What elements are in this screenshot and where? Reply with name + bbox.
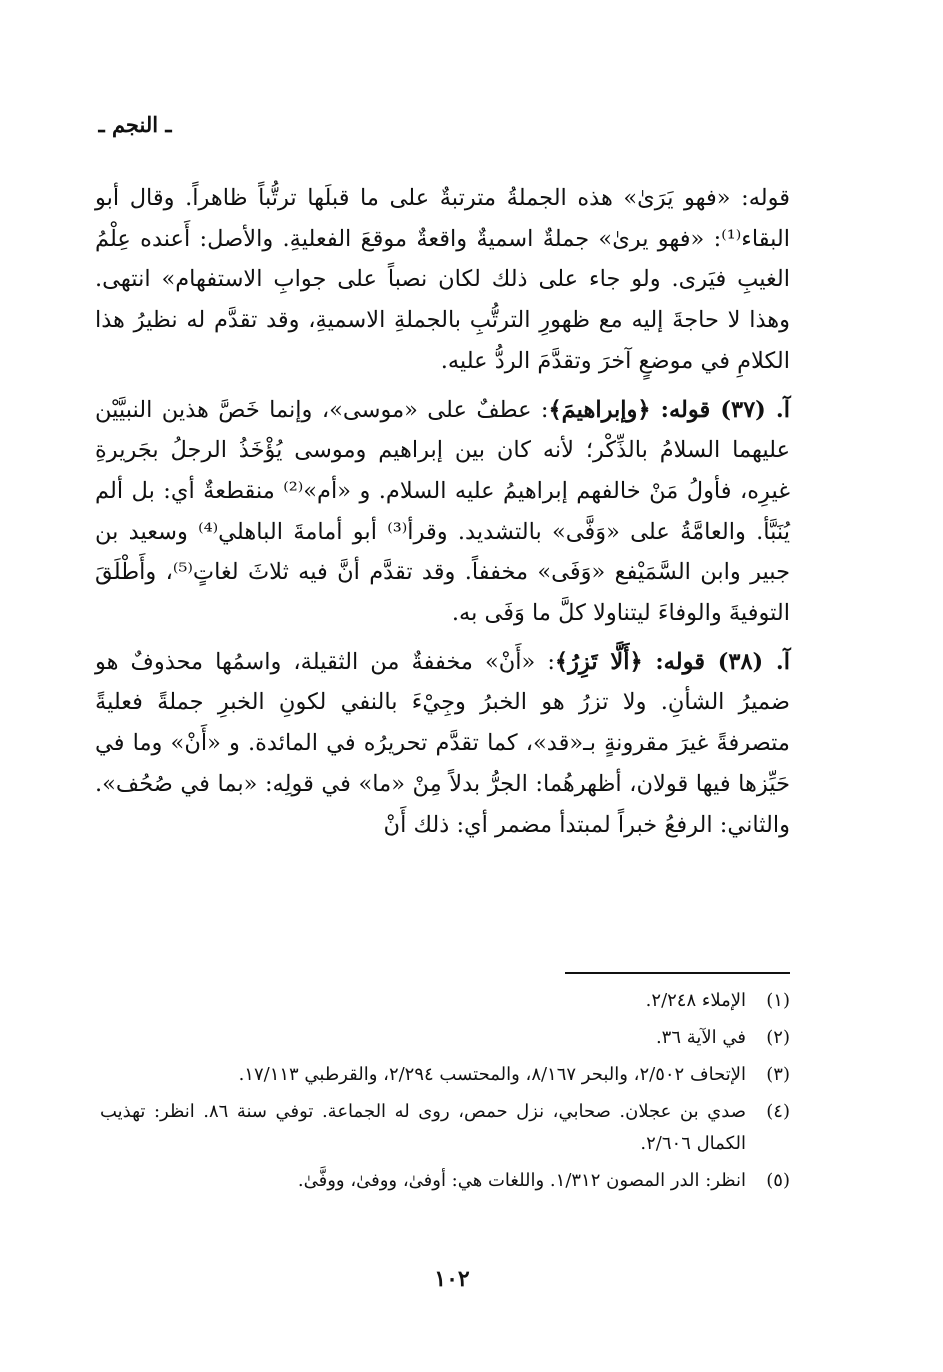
- footnote-text: انظر: الدر المصون ١/٣١٢. واللغات هي: أوفىٰ، ووفىٰ، ووفَّىٰ.: [297, 1170, 746, 1191]
- footnotes: [100, 985, 790, 1202]
- footnote-text: الإتحاف ٢/٥٠٢، والبحر ٨/١٦٧، والمحتسب ٢/٢٩٤، والقرطبي ١٧/١١٣.: [238, 1064, 746, 1085]
- paragraph-text: قوله: «فهو يَرَىٰ» هذه الجملةُ مترتبةٌ على ما قبلَها ترتُّباً ظاهراً. وقال أبو البقاء⁽¹⁾: «فهو يرىٰ» جملةٌ اسميةٌ واقعةٌ موقعَ الفعليةِ. والأصل: أَعنده عِلْمُ الغيبِ فيَرى. ولو جاء على ذلك لكان نصباً على جوابِ الاستفهام» انتهى. وهذا لا حاجةَ إليه مع ظهورِ الترتُّبِ بالجملةِ الاسميةِ، وقد تقدَّم له نظيرُ هذا الكلامِ في موضعٍ آخرَ وتقدَّمَ الردُّ عليه.: [95, 185, 790, 374]
- footnote-divider: [565, 972, 790, 974]
- page-number: ١٠٢: [434, 1266, 470, 1292]
- paragraph: [95, 390, 790, 634]
- footnote: [100, 1165, 790, 1197]
- footnote-number: (٣): [766, 1064, 790, 1085]
- verse-lead: آ. (٣٨) قوله: ﴿أَلَّا تَزِرُ﴾: [554, 648, 790, 675]
- paragraph-text: : «أَنْ» مخففةٌ من الثقيلة، واسمُها محذوفٌ هو ضميرُ الشأنِ. ولا تزرُ هو الخبرُ وجِيْءَ بالنفي لكونِ الخبرِ جملةً فعليةً متصرفةً غيرَ مقرونةٍ بـ«قد»، كما تقدَّم تحريرُه في المائدة. و «أَنْ» وما في حَيِّزها فيها قولان، أظهرهُما: الجرُّ بدلاً مِنْ «ما» في قولِه: «بما في صُحُف». والثاني: الرفعُ خبراً لمبتدأ مضمر أي: ذلك أَنْ: [95, 648, 790, 838]
- running-head: ـ النجم ـ: [98, 112, 172, 137]
- paragraph-text: : عطفٌ على «موسى»، وإنما خَصَّ هذين النبيَّيْن عليهما السلامُ بالذِّكْر؛ لأنه كان بين إبراهيم وموسى يُؤْخَذُ الرجلُ بجَريرةِ غيرِه، فأولُ مَنْ خالفهم إبراهيمُ عليه السلام. و «أم»⁽²⁾ منقطعةٌ أي: بل ألم يُنَبَّأ. والعامَّةُ على «وَفَّى» بالتشديد. وقرأ⁽³⁾ أبو أمامةَ الباهلي⁽⁴⁾ وسعيد بن جبير وابن السَّمَيْفع «وَفَى» مخففاً. وقد تقدَّم أنَّ فيه ثلاثَ لغاتٍ⁽⁵⁾، وأَطْلَقَ التوفيةَ والوفاءَ ليتناولا كلَّ ما وَفَى به.: [95, 396, 791, 627]
- main-text: [95, 178, 790, 853]
- footnote: [100, 1059, 790, 1091]
- footnote: [100, 1096, 790, 1160]
- verse-lead: آ. (٣٧) قوله: ﴿وإبراهيمَ﴾: [548, 396, 790, 423]
- footnote: [100, 1022, 790, 1054]
- footnote-text: الإملاء ٢/٢٤٨.: [645, 990, 746, 1011]
- paragraph: [95, 178, 790, 382]
- footnote-text: صدي بن عجلان. صحابي، نزل حمص، روى له الجماعة. توفي سنة ٨٦. انظر: تهذيب الكمال ٢/٦٠٦.: [100, 1101, 746, 1154]
- footnote-text: في الآية ٣٦.: [655, 1027, 746, 1048]
- footnote-number: (٥): [766, 1170, 790, 1191]
- footnote-number: (١): [766, 990, 790, 1011]
- footnote-number: (٢): [766, 1027, 790, 1048]
- paragraph: [95, 642, 790, 846]
- footnote-number: (٤): [766, 1101, 790, 1122]
- footnote: [100, 985, 790, 1017]
